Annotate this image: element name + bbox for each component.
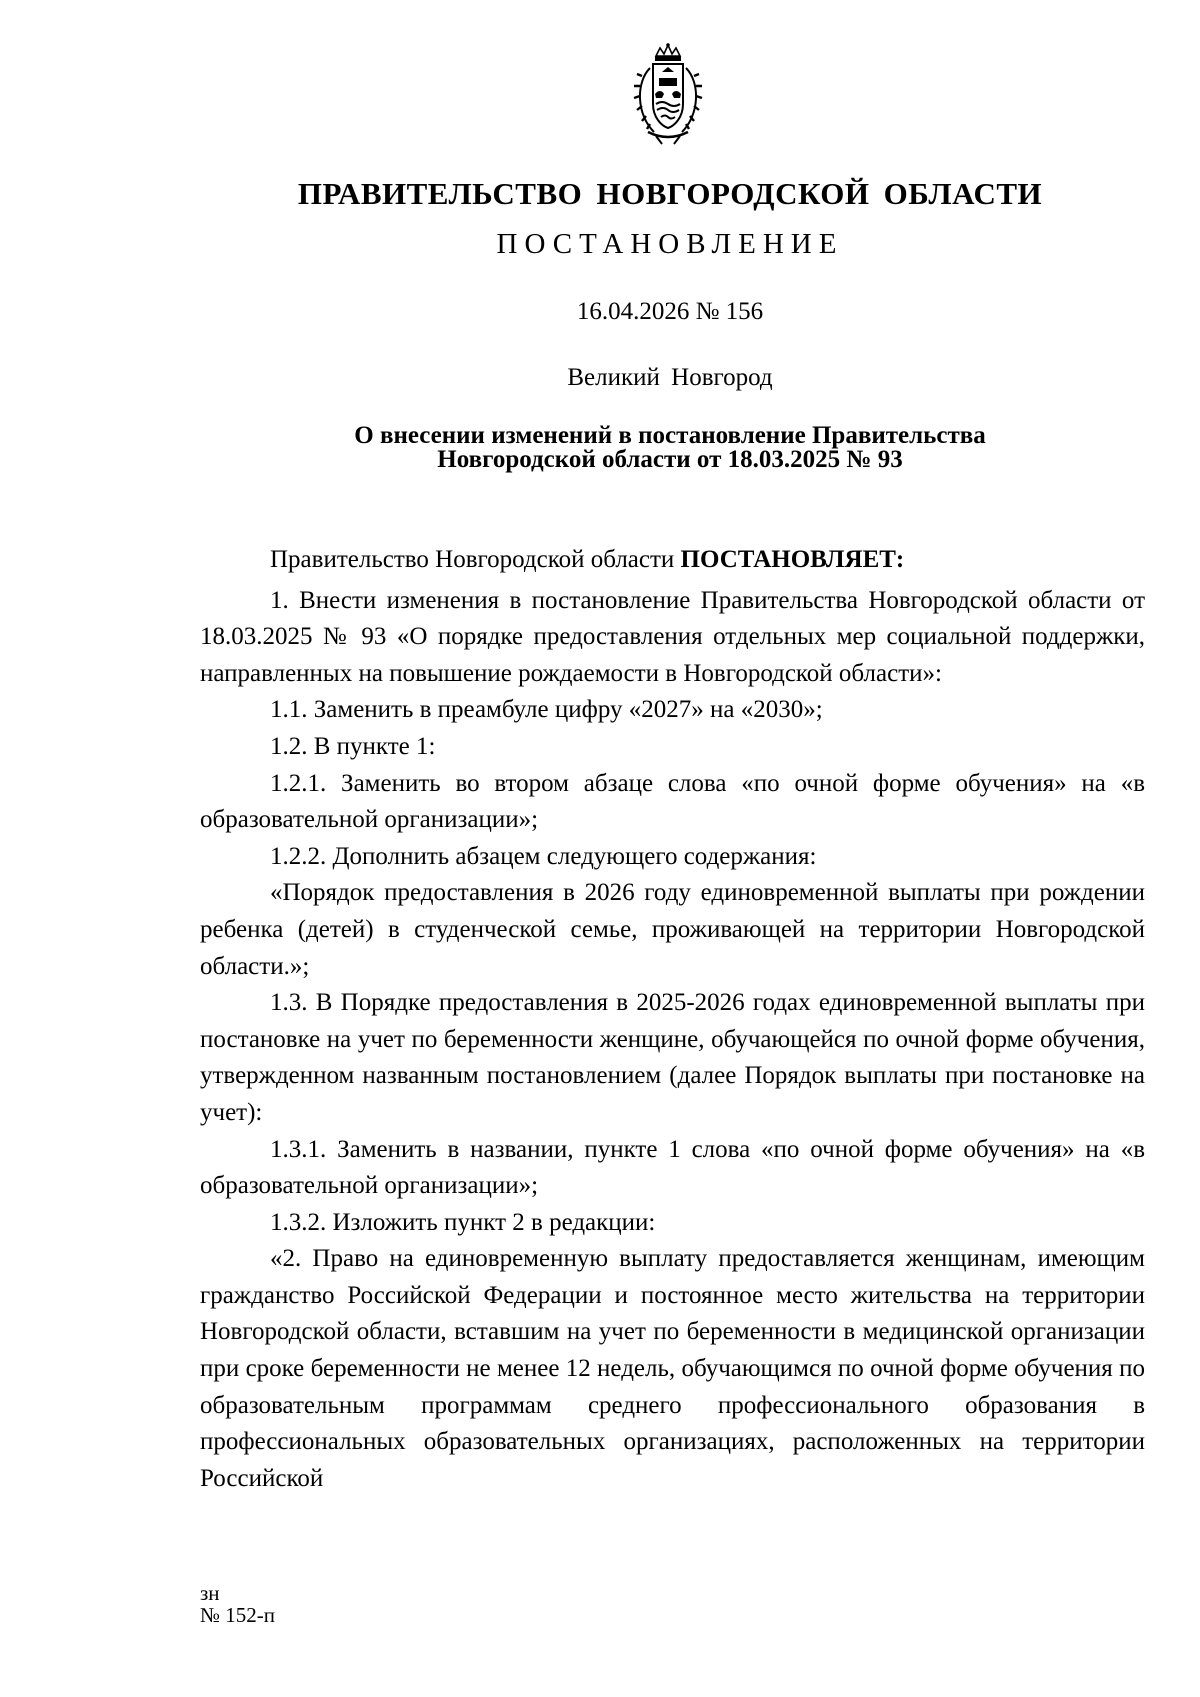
footer-initials: зн	[200, 1581, 220, 1605]
body-paragraph: 1.3.2. Изложить пункт 2 в редакции:	[270, 1208, 656, 1236]
body-paragraph: 1.2. В пункте 1:	[270, 732, 436, 760]
document-subject-line: Новгородской области от 18.03.2025 № 93	[437, 446, 903, 473]
body-paragraph: 1.2.1. Заменить во втором абзаце слова «по очной форме обучения» на «в образовательной организации»;	[200, 769, 1145, 834]
government-title: ПРАВИТЕЛЬСТВО НОВГОРОДСКОЙ ОБЛАСТИ	[297, 176, 1043, 211]
document-place: Великий Новгород	[567, 364, 773, 391]
document-date-number: 16.04.2026 № 156	[576, 298, 764, 325]
footer-registration	[200, 1582, 275, 1626]
body-paragraph: «Порядок предоставления в 2026 году единовременной выплаты при рождении ребенка (детей) в студенческой семье, проживающей на территории Новгородской области.»;	[200, 879, 1145, 980]
document-type: ПОСТАНОВЛЕНИЕ	[496, 228, 844, 260]
document-body	[200, 542, 1145, 1497]
footer-number: № 152-п	[200, 1603, 276, 1627]
resolution-intro	[200, 542, 1145, 579]
resolution-keyword: ПОСТАНОВЛЯЕТ:	[680, 546, 905, 573]
body-paragraph: 1.3.1. Заменить в названии, пункте 1 слова «по очной форме обучения» на «в образовательной организации»;	[200, 1135, 1145, 1200]
document-subject-line: О внесении изменений в постановление Правительства	[354, 422, 986, 449]
body-paragraph: 1. Внести изменения в постановление Правительства Новгородской области от 18.03.2025 № 93 «О порядке предоставления отдельных мер социальной поддержки, направленных на повышение рождаемости в Новгородской области»:	[200, 586, 1145, 687]
body-paragraph: 1.2.2. Дополнить абзацем следующего содержания:	[270, 842, 817, 870]
novgorod-coat-of-arms-icon	[628, 42, 708, 146]
document-subject	[0, 424, 1200, 472]
body-paragraph: «2. Право на единовременную выплату предоставляется женщинам, имеющим гражданство Российской Федерации и постоянное место жительства на территории Новгородской области, вставшим на учет по беременности в медицинской организации при сроке беременности не менее 12 недель, обучающимся по очной форме обучения по образовательным программам среднего профессионального образования в профессиональных образовательных организациях, расположенных на территории Российской	[200, 1245, 1145, 1492]
body-paragraph: 1.3. В Порядке предоставления в 2025-2026 годах единовременной выплаты при постановке на учет по беременности женщине, обучающейся по очной форме обучения, утвержденном названным постановлением (далее Порядок выплаты при постановке на учет):	[200, 989, 1145, 1126]
body-paragraph: 1.1. Заменить в преамбуле цифру «2027» на «2030»;	[270, 696, 823, 724]
resolution-intro-text: Правительство Новгородской области	[270, 546, 681, 573]
